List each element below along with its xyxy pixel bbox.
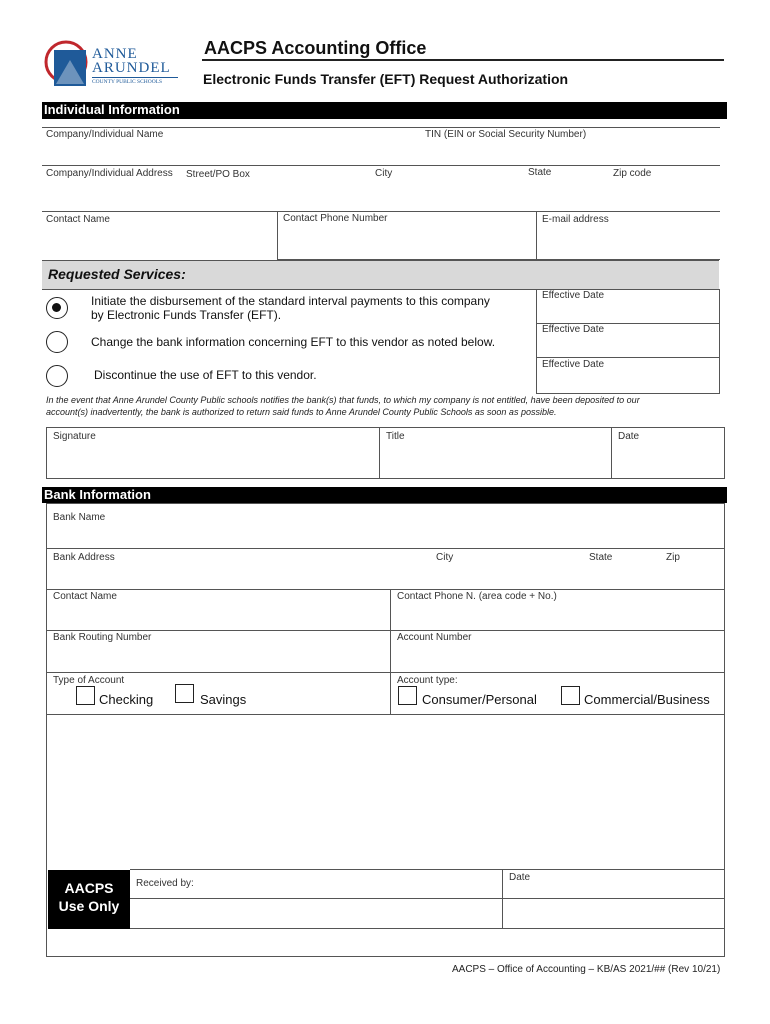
address-state-input[interactable]	[528, 184, 612, 204]
address-city-label: City	[375, 168, 393, 179]
services-title: Requested Services:	[48, 266, 186, 282]
bank-contact-phone-input[interactable]	[397, 606, 721, 626]
section-bar-individual	[42, 102, 727, 119]
service-initiate-line2: by Electronic Funds Transfer (EFT).	[91, 308, 282, 322]
address-state-label: State	[528, 167, 552, 178]
bank-contact-name-label: Contact Name	[53, 591, 117, 602]
bank-address-input[interactable]	[53, 567, 427, 587]
savings-label: Savings	[200, 692, 247, 707]
consumer-option[interactable]	[398, 686, 543, 710]
checking-label: Checking	[99, 692, 154, 707]
office-use-line2: Use Only	[58, 898, 120, 914]
bank-name-label: Bank Name	[53, 512, 106, 523]
received-by-input[interactable]	[136, 904, 500, 926]
eft-notice-line1: In the event that Anne Arundel County Public schools notifies the bank(s) that funds, to which my company is not entitled, have been deposited to our	[46, 395, 640, 405]
company-address-label: Company/Individual Address	[46, 168, 173, 179]
tin-input[interactable]	[425, 143, 719, 163]
routing-number-input[interactable]	[53, 648, 387, 668]
radio-discontinue[interactable]	[46, 365, 68, 387]
section-bar-bank	[42, 487, 727, 503]
received-by-label: Received by:	[136, 878, 194, 889]
address-zip-label: Zip code	[613, 168, 652, 179]
bank-state-input[interactable]	[589, 567, 663, 587]
bank-contact-phone-label: Contact Phone N. (area code + No.)	[397, 591, 557, 602]
tin-label: TIN (EIN or Social Security Number)	[425, 129, 587, 140]
effective-date-label-2: Effective Date	[542, 324, 605, 335]
checking-option[interactable]	[76, 686, 166, 710]
office-date-input[interactable]	[509, 904, 723, 926]
signer-title-label: Title	[386, 431, 405, 442]
account-number-label: Account Number	[397, 632, 472, 643]
section-title-individual: Individual Information	[44, 102, 180, 117]
contact-name-label: Contact Name	[46, 214, 110, 225]
type-of-account-label: Type of Account	[53, 675, 125, 686]
account-number-input[interactable]	[397, 648, 721, 668]
logo-emblem-icon	[42, 38, 94, 92]
services-header	[42, 260, 719, 290]
service-initiate-line1: Initiate the disbursement of the standard interval payments to this company	[91, 294, 490, 308]
radio-change[interactable]	[46, 331, 68, 353]
account-type-label: Account type:	[397, 675, 458, 686]
effective-date-input-2[interactable]	[542, 338, 718, 356]
signature-date-input[interactable]	[618, 447, 724, 473]
signature-input[interactable]	[53, 447, 377, 473]
service-option-discontinue[interactable]	[42, 363, 532, 389]
company-name-label: Company/Individual Name	[46, 129, 164, 140]
contact-phone-input[interactable]	[283, 230, 532, 252]
logo-text-arundel: ARUNDEL	[92, 60, 171, 76]
commercial-label: Commercial/Business	[584, 692, 710, 707]
bank-zip-input[interactable]	[666, 567, 722, 587]
bank-name-input[interactable]	[53, 526, 717, 546]
commercial-option[interactable]	[561, 686, 721, 710]
consumer-checkbox[interactable]	[398, 686, 417, 705]
service-option-initiate[interactable]	[42, 292, 532, 326]
service-option-change[interactable]	[42, 330, 532, 356]
logo-text-anne: ANNE	[92, 46, 138, 62]
page-title: AACPS Accounting Office	[204, 38, 427, 58]
bank-state-label: State	[589, 552, 613, 563]
logo-text-schools: COUNTY PUBLIC SCHOOLS	[92, 79, 163, 85]
effective-date-input-3[interactable]	[542, 373, 718, 391]
effective-date-label-3: Effective Date	[542, 359, 605, 370]
bank-contact-name-input[interactable]	[53, 606, 387, 626]
bank-city-label: City	[436, 552, 454, 563]
logo	[42, 38, 182, 92]
contact-name-input[interactable]	[46, 230, 275, 252]
signature-date-label: Date	[618, 431, 640, 442]
footer-text: AACPS – Office of Accounting – KB/AS 2021/## (Rev 10/21)	[452, 964, 721, 975]
eft-notice-line2: account(s) inadvertently, the bank is authorized to return said funds to Anne Arundel County Public Schools as soon as possible.	[46, 407, 557, 417]
effective-date-label-1: Effective Date	[542, 290, 605, 301]
consumer-label: Consumer/Personal	[422, 692, 537, 707]
signer-title-input[interactable]	[386, 447, 608, 473]
bank-zip-label: Zip	[666, 552, 680, 563]
radio-initiate[interactable]	[46, 297, 68, 319]
email-label: E-mail address	[542, 214, 609, 225]
office-use-line1: AACPS	[64, 880, 114, 896]
savings-option[interactable]	[175, 684, 265, 708]
company-name-input[interactable]	[46, 143, 420, 163]
eft-notice	[46, 394, 726, 418]
office-date-label: Date	[509, 872, 531, 883]
notes-area[interactable]	[50, 718, 718, 866]
email-input[interactable]	[542, 230, 722, 252]
office-use-badge	[48, 870, 130, 929]
signature-label: Signature	[53, 431, 96, 442]
address-zip-input[interactable]	[613, 184, 717, 204]
service-discontinue-label: Discontinue the use of EFT to this vendor.	[94, 368, 317, 382]
bank-address-label: Bank Address	[53, 552, 115, 563]
service-change-label: Change the bank information concerning EFT to this vendor as noted below.	[91, 335, 496, 349]
address-city-input[interactable]	[375, 184, 524, 204]
savings-checkbox[interactable]	[175, 684, 194, 703]
checking-checkbox[interactable]	[76, 686, 95, 705]
company-address-input[interactable]	[46, 184, 370, 204]
bank-city-input[interactable]	[436, 567, 585, 587]
section-title-bank: Bank Information	[44, 487, 151, 502]
effective-date-input-1[interactable]	[542, 304, 718, 322]
contact-phone-label: Contact Phone Number	[283, 213, 388, 224]
commercial-checkbox[interactable]	[561, 686, 580, 705]
routing-number-label: Bank Routing Number	[53, 632, 152, 643]
page-subtitle: Electronic Funds Transfer (EFT) Request Authorization	[203, 71, 569, 87]
street-label: Street/PO Box	[186, 169, 250, 180]
